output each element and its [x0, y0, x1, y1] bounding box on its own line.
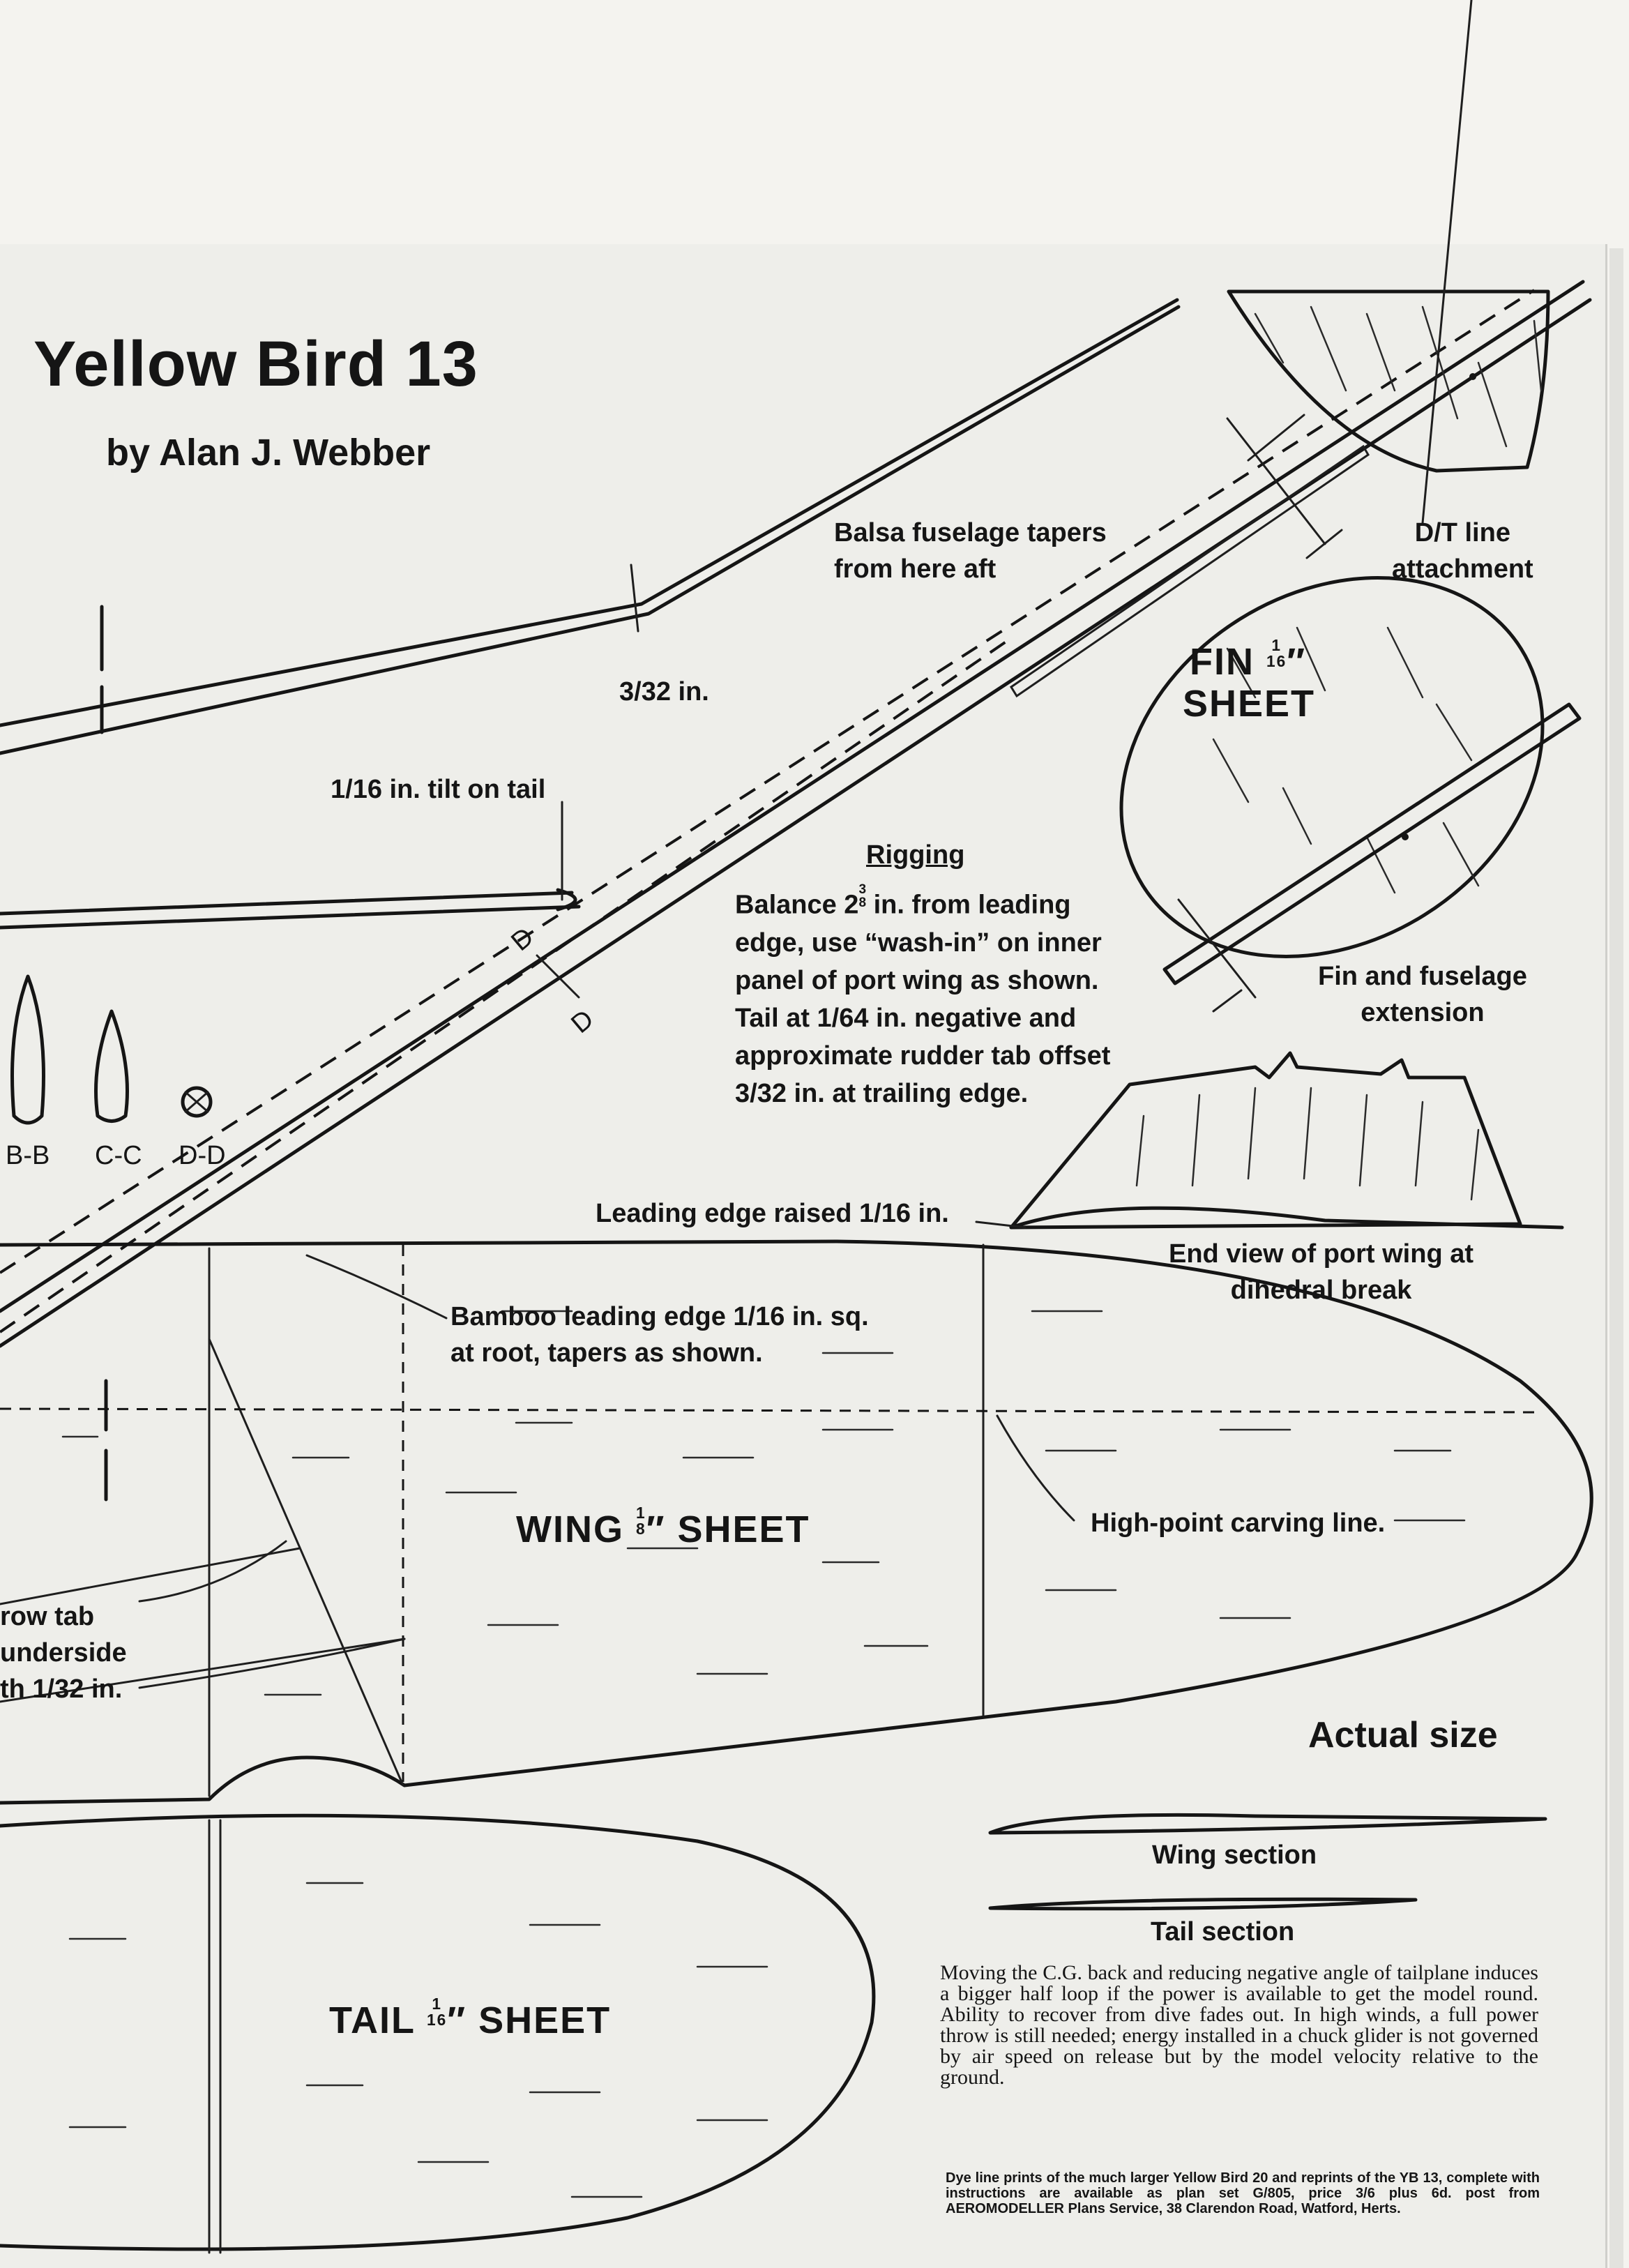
section-b	[13, 976, 44, 1123]
section-cc-label: C-C	[95, 1141, 142, 1170]
fin-thickness-fraction: 1 16	[1266, 636, 1287, 670]
bamboo-label: Bamboo leading edge 1/16 in. sq. at root, tapers as shown.	[450, 1302, 869, 1368]
fin-sheet-label: FIN 1 16″	[1190, 636, 1307, 683]
three-32-label: 3/32 in.	[619, 677, 709, 706]
section-c	[96, 1011, 128, 1121]
end-view-label: End view of port wing at dihedral break	[1169, 1239, 1473, 1305]
dt-attachment-label: D/T line attachment	[1392, 518, 1533, 584]
byline: by Alan J. Webber	[106, 432, 431, 474]
section-dd-label: D-D	[179, 1141, 226, 1170]
leading-edge-raised-label: Leading edge raised 1/16 in.	[596, 1199, 949, 1228]
wing-sheet-label: WING 1 8″ SHEET	[516, 1504, 810, 1551]
rigging-text: Balance 23 8 in. from leading edge, use “wash-in” on inner panel of port wing as shown. Tail at 1/64 in. negative and approximate rudder tab offset 3/32 in. at trailing edge.	[735, 882, 1111, 1108]
section-d	[183, 1088, 211, 1116]
tail-tilt-label: 1/16 in. tilt on tail	[331, 775, 546, 804]
tail-plan-edge	[0, 802, 579, 928]
tail-sheet-label: TAIL 1 16″ SHEET	[329, 1995, 612, 2042]
section-dd-marker	[537, 955, 579, 997]
section-bb-label: B-B	[6, 1141, 50, 1170]
wing-thickness-fraction: 1 8	[636, 1504, 646, 1538]
rigging-heading: Rigging	[866, 840, 965, 870]
tail-section-label: Tail section	[1151, 1917, 1295, 1946]
fuselage-taper-label: Balsa fuselage tapers from here aft	[834, 518, 1107, 584]
section-marker-d-upper: D	[506, 922, 540, 958]
section-marker-d-lower: D	[566, 1004, 600, 1040]
plans-footer: Dye line prints of the much larger Yellow Bird 20 and reprints of the YB 13, complete with instructions are available as plan set G/805, price 3/6 plus 6d. post from AEROMODELLER Plans Service, 38 Clarendon Road, Watford, Herts.	[946, 2170, 1540, 2216]
high-point-label: High-point carving line.	[1091, 1509, 1386, 1538]
fin-extension-label: Fin and fuselage extension	[1318, 962, 1527, 1027]
tail-section-profile	[990, 1899, 1416, 1909]
actual-size-heading: Actual size	[1308, 1715, 1498, 1755]
throw-tab-label: row tab underside th 1/32 in.	[0, 1602, 127, 1704]
page-title: Yellow Bird 13	[33, 328, 478, 400]
fin-sheet-word: SHEET	[1183, 683, 1316, 725]
notes-paragraph: Moving the C.G. back and reducing negative angle of tailplane induces a bigger half loop if the power is available to get the model round. Ability to recover from dive fades out. In high winds, a full power throw is still needed; energy installed in a chuck glider is not governed by air speed on release but by the model velocity relative to the ground.	[940, 1961, 1538, 2089]
dt-tail-piece	[1227, 0, 1548, 558]
wing-section-label: Wing section	[1152, 1840, 1317, 1870]
tail-thickness-fraction: 1 16	[427, 1995, 448, 2029]
wing-section-profile	[990, 1815, 1545, 1833]
